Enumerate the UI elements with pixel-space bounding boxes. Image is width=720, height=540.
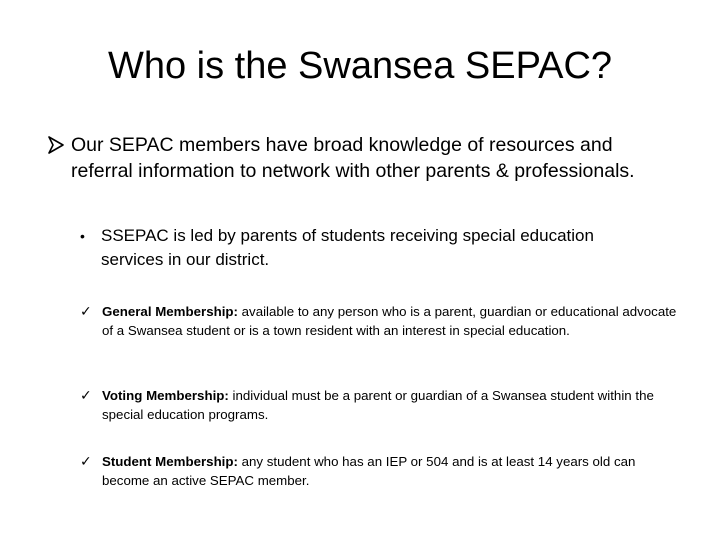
membership-label: Student Membership:	[102, 454, 238, 469]
sub-bullet-text: SSEPAC is led by parents of students receiving special education services in our district.	[101, 226, 594, 269]
membership-item-student	[80, 452, 680, 490]
dot-bullet-icon: •	[80, 228, 85, 244]
checkmark-icon: ✓	[80, 387, 92, 403]
membership-description: available to any person who is a parent, guardian or educational advocate of a Swansea student or is a town resident with an interest in special education.	[102, 304, 677, 338]
membership-label: Voting Membership:	[102, 388, 229, 403]
membership-description: individual must be a parent or guardian of a Swansea student within the special education programs.	[102, 388, 654, 422]
membership-label: General Membership:	[102, 304, 238, 319]
membership-item-voting	[80, 386, 680, 424]
main-bullet	[48, 132, 678, 184]
slide-title: Who is the Swansea SEPAC?	[107, 45, 613, 87]
membership-description: any student who has an IEP or 504 and is at least 14 years old can become an active SEPAC member.	[102, 454, 636, 488]
membership-text	[102, 386, 680, 424]
checkmark-icon: ✓	[80, 303, 92, 319]
membership-text	[102, 452, 680, 490]
membership-item-general	[80, 302, 680, 340]
sub-bullet	[80, 224, 640, 272]
main-bullet-text: Our SEPAC members have broad knowledge of resources and referral information to network with other parents & professionals.	[71, 134, 635, 182]
arrow-bullet-icon	[48, 132, 68, 161]
checkmark-icon: ✓	[80, 453, 92, 469]
membership-text	[102, 302, 680, 340]
